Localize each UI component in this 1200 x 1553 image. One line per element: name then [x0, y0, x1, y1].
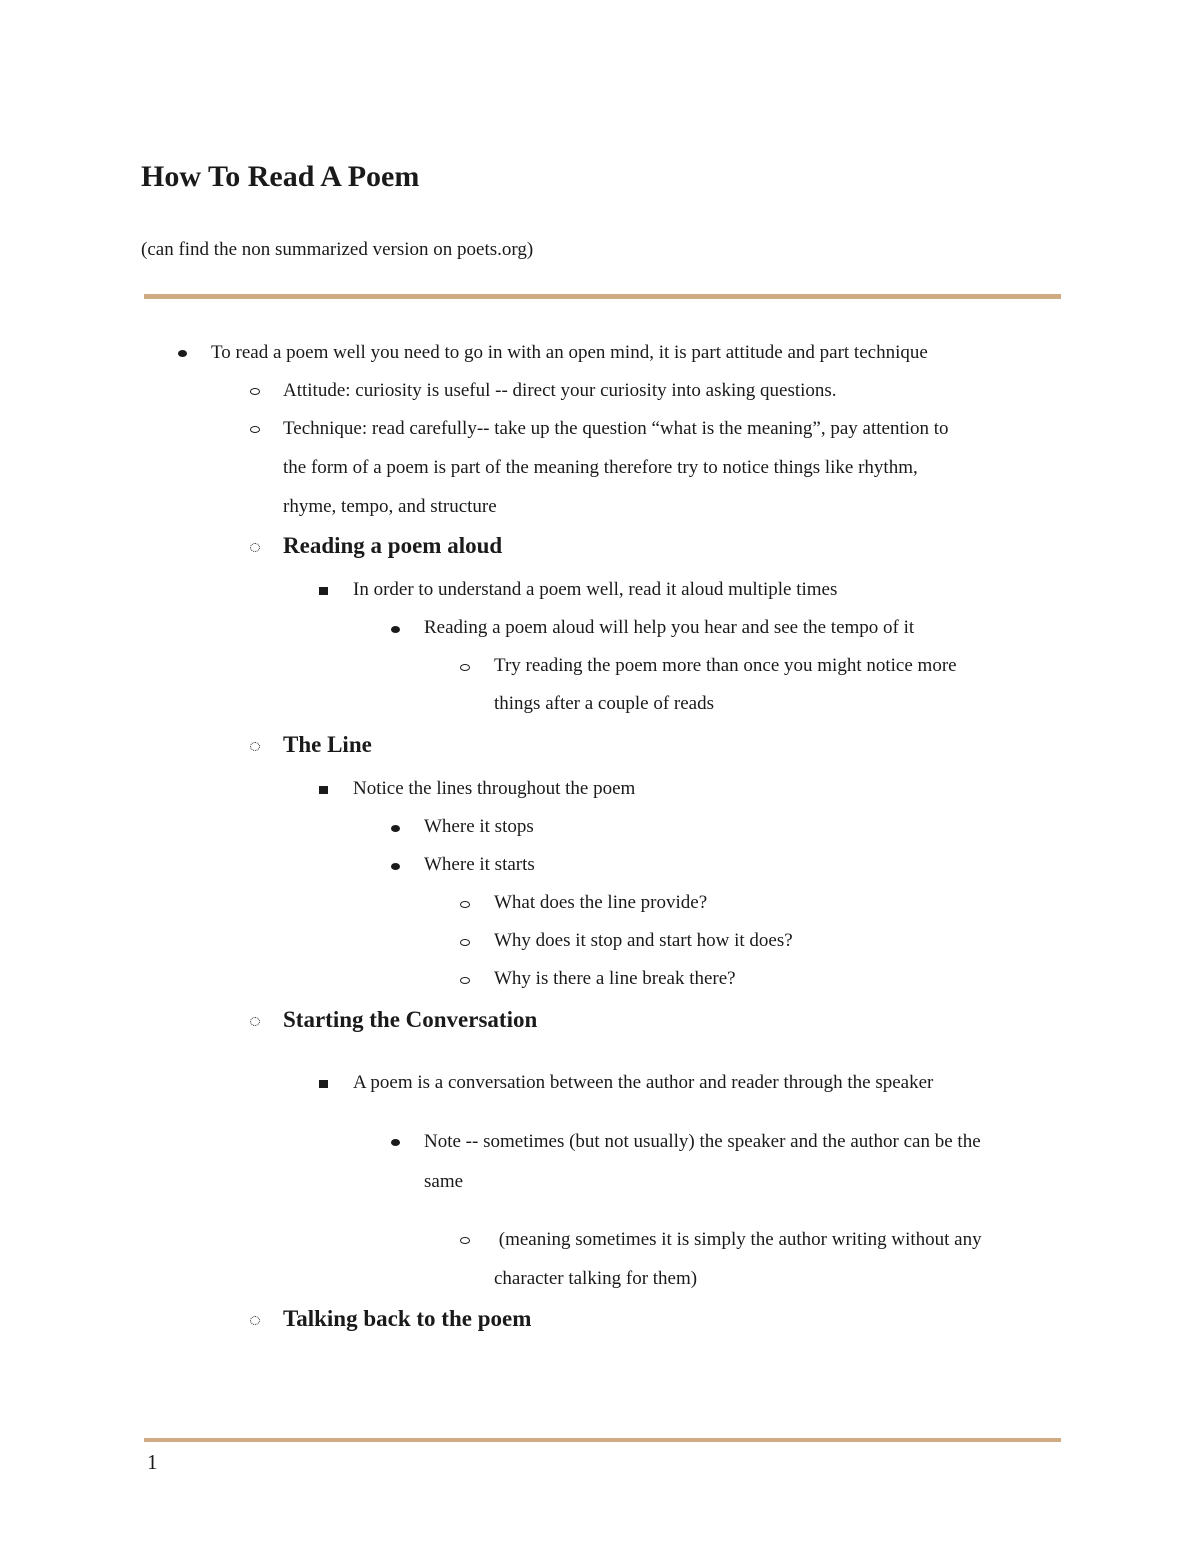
circle-bullet-icon [460, 1237, 470, 1244]
subtitle: (can find the non summarized version on poets.org) [141, 239, 534, 260]
list-item: Notice the lines throughout the poem [353, 778, 636, 799]
circle-bullet-icon [460, 977, 470, 984]
list-item: Where it starts [424, 854, 535, 875]
list-item: Reading a poem aloud will help you hear and see the tempo of it [424, 617, 915, 638]
page-number: 1 [147, 1450, 158, 1474]
disc-bullet-icon [391, 863, 400, 870]
list-item-continuation: same [424, 1171, 464, 1192]
list-item: Try reading the poem more than once you might notice more [494, 655, 957, 676]
list-item: A poem is a conversation between the author and reader through the speaker [353, 1072, 934, 1093]
list-item-continuation: rhyme, tempo, and structure [283, 496, 497, 517]
list-item: Technique: read carefully-- take up the question “what is the meaning”, pay attention to [283, 418, 949, 439]
section-heading: Talking back to the poem [283, 1306, 532, 1331]
top-divider [144, 294, 1061, 299]
list-item: Where it stops [424, 816, 534, 837]
list-item-continuation: the form of a poem is part of the meaning therefore try to notice things like rhythm, [283, 457, 918, 478]
square-bullet-icon [319, 1080, 328, 1088]
footer-divider [144, 1438, 1061, 1442]
list-item: (meaning sometimes it is simply the author writing without any [494, 1229, 982, 1250]
list-item: Note -- sometimes (but not usually) the speaker and the author can be the [424, 1131, 981, 1152]
page-title: How To Read A Poem [141, 160, 420, 193]
disc-bullet-icon [178, 350, 187, 357]
dotted-circle-bullet-icon [250, 543, 260, 552]
dotted-circle-bullet-icon [250, 1316, 260, 1325]
disc-bullet-icon [391, 825, 400, 832]
list-item-continuation: things after a couple of reads [494, 693, 714, 714]
circle-bullet-icon [460, 664, 470, 671]
list-item: What does the line provide? [494, 892, 708, 913]
list-item: Attitude: curiosity is useful -- direct your curiosity into asking questions. [283, 380, 837, 401]
list-item: Why does it stop and start how it does? [494, 930, 793, 951]
section-heading: Starting the Conversation [283, 1007, 538, 1032]
square-bullet-icon [319, 786, 328, 794]
circle-bullet-icon [460, 939, 470, 946]
list-item: In order to understand a poem well, read it aloud multiple times [353, 579, 838, 600]
dotted-circle-bullet-icon [250, 742, 260, 751]
list-item: Why is there a line break there? [494, 968, 736, 989]
circle-bullet-icon [250, 426, 260, 433]
circle-bullet-icon [250, 388, 260, 395]
list-item-continuation: character talking for them) [494, 1268, 698, 1289]
section-heading: Reading a poem aloud [283, 533, 503, 558]
disc-bullet-icon [391, 626, 400, 633]
dotted-circle-bullet-icon [250, 1017, 260, 1026]
disc-bullet-icon [391, 1139, 400, 1146]
section-heading: The Line [283, 732, 372, 757]
square-bullet-icon [319, 587, 328, 595]
list-item: To read a poem well you need to go in with an open mind, it is part attitude and part technique [211, 342, 928, 363]
circle-bullet-icon [460, 901, 470, 908]
